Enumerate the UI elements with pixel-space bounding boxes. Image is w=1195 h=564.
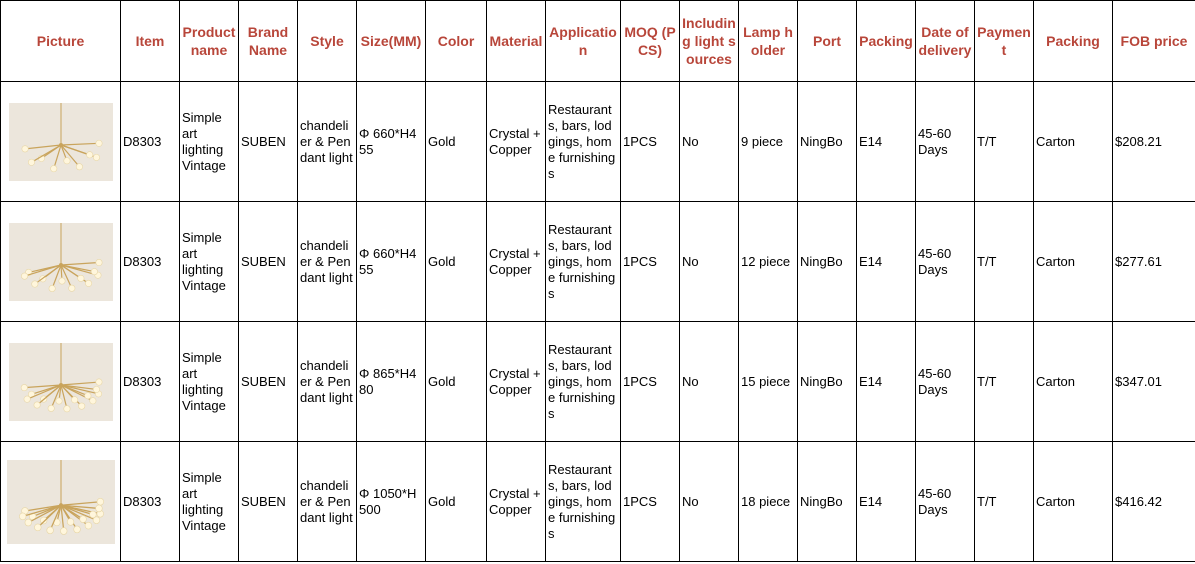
color-cell: Gold: [426, 82, 487, 202]
bulb: [34, 523, 41, 530]
bulb: [48, 285, 54, 291]
size-cell: Φ 660*H455: [357, 82, 426, 202]
size-cell: Φ 660*H455: [357, 202, 426, 322]
payment-cell: T/T: [975, 82, 1034, 202]
moq-cell: 1PCS: [621, 82, 680, 202]
bulb: [91, 268, 97, 274]
including-light-sources-cell: No: [680, 202, 739, 322]
chandelier-arm: [61, 262, 99, 264]
port-cell: NingBo: [798, 82, 857, 202]
bulb: [33, 401, 39, 407]
color-cell: Gold: [426, 322, 487, 442]
date-of-delivery-cell: 45-60 Days: [916, 202, 975, 322]
bulb: [89, 397, 95, 403]
bulb: [21, 272, 27, 278]
bulb: [95, 378, 101, 384]
table-row: [1, 322, 1195, 442]
header-material: Material: [487, 1, 546, 82]
chandelier-photo: [9, 223, 113, 301]
table-row: [1, 442, 1195, 562]
chandelier-hub: [59, 263, 63, 267]
chandelier-photo: [7, 460, 115, 544]
bulb: [71, 396, 77, 402]
bulb: [76, 163, 82, 169]
application-cell: Restaurants, bars, lodgings, home furnishings: [546, 82, 621, 202]
lamp-holder-cell: 15 piece: [739, 322, 798, 442]
header-fob-price: FOB price: [1113, 1, 1195, 82]
bulb: [68, 285, 74, 291]
bulb: [84, 392, 90, 398]
bulb: [95, 140, 101, 146]
item-cell: D8303: [121, 202, 180, 322]
moq-cell: 1PCS: [621, 322, 680, 442]
product-name-cell: Simple art lighting Vintage: [180, 322, 239, 442]
bulb: [63, 157, 69, 163]
bulb: [21, 145, 27, 151]
table-row: [1, 202, 1195, 322]
payment-cell: T/T: [975, 442, 1034, 562]
bulb: [93, 154, 99, 160]
date-of-delivery-cell: 45-60 Days: [916, 322, 975, 442]
header-application: Application: [546, 1, 621, 82]
bulb: [31, 280, 37, 286]
lamp-holder-cell: 12 piece: [739, 202, 798, 322]
bulb: [21, 384, 27, 390]
material-cell: Crystal + Copper: [487, 442, 546, 562]
payment-cell: T/T: [975, 322, 1034, 442]
chandelier-photo: [9, 343, 113, 421]
bulb: [79, 515, 86, 522]
bulb: [28, 159, 34, 165]
chandelier-illustration: [9, 103, 113, 181]
color-cell: Gold: [426, 202, 487, 322]
fob-price-cell: $208.21: [1113, 82, 1195, 202]
chandelier-illustration: [9, 223, 113, 301]
chandelier-illustration: [9, 343, 113, 421]
fob-price-cell: $277.61: [1113, 202, 1195, 322]
header-port: Port: [798, 1, 857, 82]
header-color: Color: [426, 1, 487, 82]
item-cell: D8303: [121, 82, 180, 202]
product-name-cell: Simple art lighting Vintage: [180, 202, 239, 322]
header-product-name: Product name: [180, 1, 239, 82]
header-style: Style: [298, 1, 357, 82]
product-picture-cell: [1, 82, 121, 202]
table-row: [1, 82, 1195, 202]
bulb: [85, 280, 91, 286]
header-including-light-sources: Including light sources: [680, 1, 739, 82]
bulb: [58, 277, 64, 283]
bulb: [95, 504, 102, 511]
bulb: [95, 259, 101, 265]
style-cell: chandelier & Pendant light: [298, 202, 357, 322]
moq-cell: 1PCS: [621, 202, 680, 322]
header-moq: MOQ (PCS): [621, 1, 680, 82]
item-cell: D8303: [121, 322, 180, 442]
fob-price-cell: $347.01: [1113, 322, 1195, 442]
bulb: [46, 526, 53, 533]
including-light-sources-cell: No: [680, 322, 739, 442]
product-name-cell: Simple art lighting Vintage: [180, 442, 239, 562]
brand-name-cell: SUBEN: [239, 202, 298, 322]
header-item: Item: [121, 1, 180, 82]
packing-g-cell: E14: [857, 202, 916, 322]
chandelier-arm: [61, 501, 100, 505]
header-brand-name: Brand Name: [239, 1, 298, 82]
brand-name-cell: SUBEN: [239, 442, 298, 562]
product-name-cell: Simple art lighting Vintage: [180, 82, 239, 202]
header-lamp-holder: Lamp holder: [739, 1, 798, 82]
bulb: [89, 511, 96, 518]
application-cell: Restaurants, bars, lodgings, home furnishings: [546, 202, 621, 322]
lamp-holder-cell: 9 piece: [739, 82, 798, 202]
header-date-of-delivery: Date of delivery: [916, 1, 975, 82]
bulb: [23, 395, 29, 401]
bulb: [60, 527, 67, 534]
product-picture-cell: [1, 442, 121, 562]
bulb: [77, 275, 83, 281]
packing-cell: Carton: [1034, 82, 1113, 202]
bulb: [85, 522, 92, 529]
application-cell: Restaurants, bars, lodgings, home furnishings: [546, 442, 621, 562]
packing-cell: Carton: [1034, 442, 1113, 562]
header-payment: Payment: [975, 1, 1034, 82]
bulb: [24, 519, 31, 526]
bulb: [78, 402, 84, 408]
chandelier-hub: [59, 143, 63, 147]
date-of-delivery-cell: 45-60 Days: [916, 442, 975, 562]
packing-cell: Carton: [1034, 322, 1113, 442]
item-cell: D8303: [121, 442, 180, 562]
material-cell: Crystal + Copper: [487, 202, 546, 322]
bulb: [19, 512, 26, 519]
header-row: [1, 1, 1195, 82]
bulb: [86, 151, 92, 157]
port-cell: NingBo: [798, 202, 857, 322]
chandelier-photo: [9, 103, 113, 181]
lamp-holder-cell: 18 piece: [739, 442, 798, 562]
fob-price-cell: $416.42: [1113, 442, 1195, 562]
moq-cell: 1PCS: [621, 442, 680, 562]
header-size: Size(MM): [357, 1, 426, 82]
bulb: [97, 498, 104, 505]
chandelier-arm: [61, 382, 99, 385]
size-cell: Φ 865*H480: [357, 322, 426, 442]
bulb: [40, 517, 47, 524]
bulb: [73, 525, 80, 532]
payment-cell: T/T: [975, 202, 1034, 322]
including-light-sources-cell: No: [680, 82, 739, 202]
material-cell: Crystal + Copper: [487, 82, 546, 202]
table-body: [1, 82, 1195, 562]
bulb: [93, 386, 99, 392]
bulb: [47, 405, 53, 411]
color-cell: Gold: [426, 442, 487, 562]
header-packing: Packing: [1034, 1, 1113, 82]
bulb: [67, 518, 74, 525]
port-cell: NingBo: [798, 442, 857, 562]
header-picture: Picture: [1, 1, 121, 82]
date-of-delivery-cell: 45-60 Days: [916, 82, 975, 202]
packing-g-cell: E14: [857, 322, 916, 442]
material-cell: Crystal + Copper: [487, 322, 546, 442]
packing-g-cell: E14: [857, 442, 916, 562]
header-packing-g: Packing: [857, 1, 916, 82]
including-light-sources-cell: No: [680, 442, 739, 562]
bulb: [50, 165, 56, 171]
chandelier-illustration: [7, 460, 115, 544]
bulb: [55, 397, 61, 403]
application-cell: Restaurants, bars, lodgings, home furnishings: [546, 322, 621, 442]
product-picture-cell: [1, 202, 121, 322]
brand-name-cell: SUBEN: [239, 322, 298, 442]
port-cell: NingBo: [798, 322, 857, 442]
chandelier-hub: [58, 503, 62, 507]
brand-name-cell: SUBEN: [239, 82, 298, 202]
style-cell: chandelier & Pendant light: [298, 322, 357, 442]
packing-g-cell: E14: [857, 82, 916, 202]
size-cell: Φ 1050*H500: [357, 442, 426, 562]
style-cell: chandelier & Pendant light: [298, 82, 357, 202]
chandelier-arm: [61, 143, 99, 145]
product-picture-cell: [1, 322, 121, 442]
packing-cell: Carton: [1034, 202, 1113, 322]
chandelier-hub: [59, 383, 63, 387]
bulb: [63, 405, 69, 411]
style-cell: chandelier & Pendant light: [298, 442, 357, 562]
